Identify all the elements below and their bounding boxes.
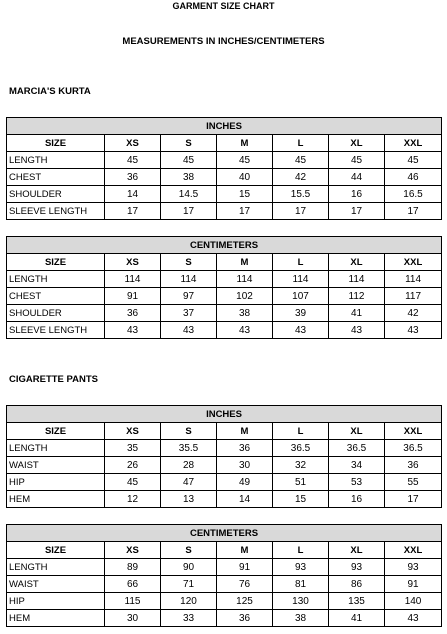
size-column-header: XL xyxy=(329,423,385,440)
measurement-value: 36 xyxy=(217,610,273,627)
measurement-value: 42 xyxy=(385,305,442,322)
measurement-value: 114 xyxy=(385,271,442,288)
pants-centimeters-table xyxy=(6,524,442,627)
measurement-label: HEM xyxy=(7,491,105,508)
measurement-label: LENGTH xyxy=(7,440,105,457)
measurement-value: 115 xyxy=(105,593,161,610)
measurement-value: 90 xyxy=(161,559,217,576)
measurement-label: HEM xyxy=(7,610,105,627)
measurement-value: 120 xyxy=(161,593,217,610)
measurement-value: 15 xyxy=(217,186,273,203)
measurement-value: 91 xyxy=(385,576,442,593)
measurement-value: 26 xyxy=(105,457,161,474)
page-subtitle: MEASUREMENTS IN INCHES/CENTIMETERS xyxy=(122,36,325,47)
measurement-value: 36 xyxy=(105,305,161,322)
measurement-value: 45 xyxy=(105,152,161,169)
size-column-header: XXL xyxy=(385,542,442,559)
measurement-value: 43 xyxy=(385,610,442,627)
size-column-header: L xyxy=(273,423,329,440)
measurement-value: 43 xyxy=(273,322,329,339)
size-column-header: M xyxy=(217,135,273,152)
measurement-value: 66 xyxy=(105,576,161,593)
section-title-kurta: MARCIA'S KURTA xyxy=(9,86,91,97)
table-row xyxy=(7,610,442,627)
measurement-value: 14.5 xyxy=(161,186,217,203)
unit-header: INCHES xyxy=(7,406,442,423)
measurement-value: 45 xyxy=(217,152,273,169)
measurement-label: LENGTH xyxy=(7,152,105,169)
table-row xyxy=(7,152,442,169)
measurement-value: 16.5 xyxy=(385,186,442,203)
measurement-value: 45 xyxy=(273,152,329,169)
header-row xyxy=(7,542,442,559)
header-row xyxy=(7,254,442,271)
table-row xyxy=(7,491,442,508)
size-column-header: L xyxy=(273,542,329,559)
measurement-value: 17 xyxy=(385,203,442,220)
measurement-value: 97 xyxy=(161,288,217,305)
measurement-value: 93 xyxy=(385,559,442,576)
measurement-value: 17 xyxy=(329,203,385,220)
measurement-value: 51 xyxy=(273,474,329,491)
table-row xyxy=(7,559,442,576)
measurement-value: 34 xyxy=(329,457,385,474)
measurement-value: 39 xyxy=(273,305,329,322)
measurement-value: 45 xyxy=(329,152,385,169)
unit-header: INCHES xyxy=(7,118,442,135)
measurement-value: 114 xyxy=(217,271,273,288)
measurement-value: 44 xyxy=(329,169,385,186)
measurement-value: 71 xyxy=(161,576,217,593)
header-row xyxy=(7,135,442,152)
section-title-pants: CIGARETTE PANTS xyxy=(9,374,99,385)
kurta-centimeters-table xyxy=(6,236,442,339)
measurement-value: 114 xyxy=(161,271,217,288)
measurement-value: 38 xyxy=(273,610,329,627)
unit-row xyxy=(7,118,442,135)
unit-row xyxy=(7,406,442,423)
size-column-header: M xyxy=(217,542,273,559)
measurement-value: 112 xyxy=(329,288,385,305)
measurement-value: 43 xyxy=(105,322,161,339)
size-header: SIZE xyxy=(7,254,105,271)
measurement-value: 117 xyxy=(385,288,442,305)
measurement-value: 12 xyxy=(105,491,161,508)
measurement-value: 125 xyxy=(217,593,273,610)
measurement-value: 93 xyxy=(273,559,329,576)
measurement-value: 41 xyxy=(329,305,385,322)
measurement-value: 37 xyxy=(161,305,217,322)
measurement-value: 17 xyxy=(161,203,217,220)
measurement-value: 107 xyxy=(273,288,329,305)
size-column-header: XS xyxy=(105,135,161,152)
measurement-label: HIP xyxy=(7,593,105,610)
measurement-value: 17 xyxy=(105,203,161,220)
size-column-header: XXL xyxy=(385,254,442,271)
size-column-header: L xyxy=(273,135,329,152)
size-header: SIZE xyxy=(7,542,105,559)
measurement-value: 130 xyxy=(273,593,329,610)
measurement-value: 36 xyxy=(385,457,442,474)
measurement-value: 45 xyxy=(161,152,217,169)
table-row xyxy=(7,305,442,322)
measurement-value: 36.5 xyxy=(273,440,329,457)
measurement-label: WAIST xyxy=(7,457,105,474)
table-row xyxy=(7,593,442,610)
measurement-value: 135 xyxy=(329,593,385,610)
measurement-label: LENGTH xyxy=(7,559,105,576)
measurement-value: 43 xyxy=(385,322,442,339)
measurement-value: 38 xyxy=(217,305,273,322)
kurta-inches-table xyxy=(6,117,442,220)
measurement-value: 33 xyxy=(161,610,217,627)
measurement-value: 43 xyxy=(161,322,217,339)
measurement-value: 16 xyxy=(329,491,385,508)
measurement-value: 36.5 xyxy=(329,440,385,457)
unit-header: CENTIMETERS xyxy=(7,525,442,542)
table-row xyxy=(7,457,442,474)
header-row xyxy=(7,423,442,440)
measurement-value: 30 xyxy=(217,457,273,474)
measurement-value: 81 xyxy=(273,576,329,593)
measurement-value: 40 xyxy=(217,169,273,186)
measurement-value: 35 xyxy=(105,440,161,457)
measurement-value: 17 xyxy=(385,491,442,508)
measurement-value: 38 xyxy=(161,169,217,186)
table-row xyxy=(7,203,442,220)
measurement-value: 140 xyxy=(385,593,442,610)
table-row xyxy=(7,169,442,186)
measurement-value: 114 xyxy=(105,271,161,288)
measurement-value: 42 xyxy=(273,169,329,186)
measurement-value: 102 xyxy=(217,288,273,305)
measurement-value: 17 xyxy=(217,203,273,220)
measurement-value: 43 xyxy=(217,322,273,339)
unit-row xyxy=(7,237,442,254)
measurement-value: 15.5 xyxy=(273,186,329,203)
measurement-value: 36 xyxy=(105,169,161,186)
size-column-header: S xyxy=(161,135,217,152)
size-header: SIZE xyxy=(7,135,105,152)
measurement-value: 15 xyxy=(273,491,329,508)
measurement-value: 14 xyxy=(105,186,161,203)
size-column-header: S xyxy=(161,254,217,271)
table-row xyxy=(7,576,442,593)
size-column-header: M xyxy=(217,423,273,440)
measurement-value: 32 xyxy=(273,457,329,474)
measurement-value: 86 xyxy=(329,576,385,593)
size-column-header: XL xyxy=(329,542,385,559)
measurement-value: 55 xyxy=(385,474,442,491)
table-row xyxy=(7,186,442,203)
table-row xyxy=(7,271,442,288)
measurement-value: 13 xyxy=(161,491,217,508)
measurement-value: 46 xyxy=(385,169,442,186)
size-column-header: XS xyxy=(105,423,161,440)
measurement-label: SHOULDER xyxy=(7,186,105,203)
measurement-value: 14 xyxy=(217,491,273,508)
size-column-header: L xyxy=(273,254,329,271)
measurement-value: 47 xyxy=(161,474,217,491)
measurement-value: 45 xyxy=(105,474,161,491)
measurement-value: 16 xyxy=(329,186,385,203)
measurement-value: 36 xyxy=(217,440,273,457)
measurement-value: 114 xyxy=(329,271,385,288)
measurement-label: WAIST xyxy=(7,576,105,593)
measurement-value: 49 xyxy=(217,474,273,491)
size-column-header: XS xyxy=(105,542,161,559)
size-column-header: XL xyxy=(329,135,385,152)
size-column-header: XL xyxy=(329,254,385,271)
measurement-value: 76 xyxy=(217,576,273,593)
unit-header: CENTIMETERS xyxy=(7,237,442,254)
measurement-value: 91 xyxy=(105,288,161,305)
measurement-label: SHOULDER xyxy=(7,305,105,322)
measurement-label: CHEST xyxy=(7,169,105,186)
pants-inches-table xyxy=(6,405,442,508)
measurement-value: 30 xyxy=(105,610,161,627)
measurement-value: 114 xyxy=(273,271,329,288)
size-column-header: S xyxy=(161,542,217,559)
measurement-value: 89 xyxy=(105,559,161,576)
size-column-header: XXL xyxy=(385,423,442,440)
size-column-header: XXL xyxy=(385,135,442,152)
size-column-header: M xyxy=(217,254,273,271)
table-row xyxy=(7,288,442,305)
measurement-value: 17 xyxy=(273,203,329,220)
measurement-value: 36.5 xyxy=(385,440,442,457)
measurement-label: SLEEVE LENGTH xyxy=(7,203,105,220)
measurement-value: 91 xyxy=(217,559,273,576)
measurement-value: 28 xyxy=(161,457,217,474)
measurement-value: 93 xyxy=(329,559,385,576)
measurement-label: LENGTH xyxy=(7,271,105,288)
measurement-label: HIP xyxy=(7,474,105,491)
table-row xyxy=(7,322,442,339)
measurement-value: 35.5 xyxy=(161,440,217,457)
measurement-label: CHEST xyxy=(7,288,105,305)
measurement-label: SLEEVE LENGTH xyxy=(7,322,105,339)
table-row xyxy=(7,440,442,457)
unit-row xyxy=(7,525,442,542)
size-column-header: XS xyxy=(105,254,161,271)
measurement-value: 41 xyxy=(329,610,385,627)
page-title: GARMENT SIZE CHART xyxy=(172,1,275,11)
measurement-value: 43 xyxy=(329,322,385,339)
table-row xyxy=(7,474,442,491)
measurement-value: 45 xyxy=(385,152,442,169)
size-column-header: S xyxy=(161,423,217,440)
size-header: SIZE xyxy=(7,423,105,440)
measurement-value: 53 xyxy=(329,474,385,491)
